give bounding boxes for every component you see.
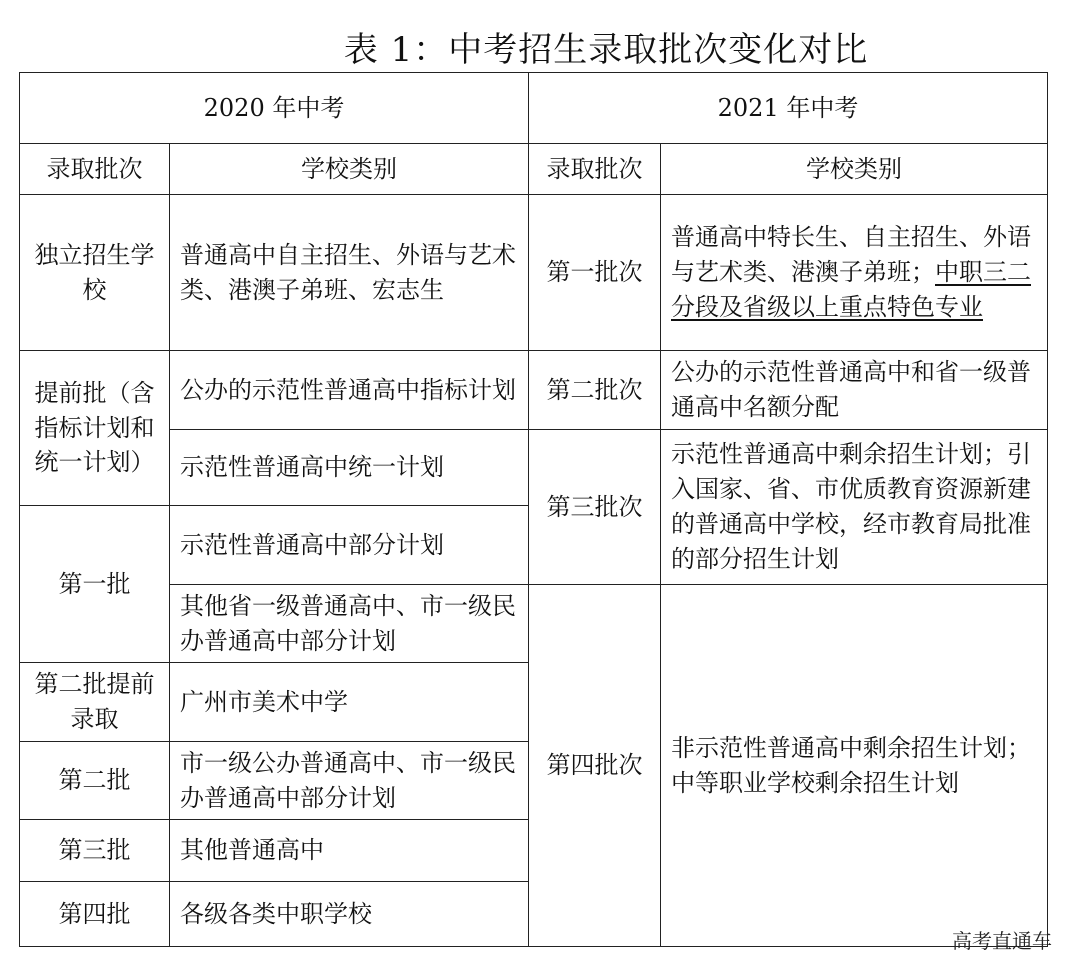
batch-2020-first: 第一批 [20,506,170,663]
table-title: 表 1：中考招生录取批次变化对比 [343,30,869,70]
school-2020-first-a: 示范性普通高中部分计划 [170,506,529,585]
col-header-school-2020: 学校类别 [170,144,529,195]
table-row [20,144,1048,195]
batch-2021-fourth: 第四批次 [529,585,661,947]
school-2020-fourth: 各级各类中职学校 [170,882,529,947]
watermark-text: 高考直通车 [952,929,1052,953]
table-row [20,195,1048,351]
school-2020-third: 其他普通高中 [170,820,529,882]
school-2020-second: 市一级公办普通高中、市一级民办普通高中部分计划 [170,742,529,820]
school-2020-second-early: 广州市美术中学 [170,663,529,742]
table-row [20,430,1048,506]
school-2021-third: 示范性普通高中剩余招生计划；引入国家、省、市优质教育资源新建的普通高中学校，经市教育局批准的部分招生计划 [661,430,1048,585]
school-2020-independent: 普通高中自主招生、外语与艺术类、港澳子弟班、宏志生 [170,195,529,351]
school-2020-advance-unified: 示范性普通高中统一计划 [170,430,529,506]
table-row [20,585,1048,663]
batch-2020-third: 第三批 [20,820,170,882]
school-2020-advance-quota: 公办的示范性普通高中指标计划 [170,351,529,430]
batch-2021-third: 第三批次 [529,430,661,585]
table-row [20,73,1048,144]
school-2021-first-underlined: 中职三二分段及省级以上重点特色专业 [671,258,1031,321]
batch-2020-advance: 提前批（含指标计划和统一计划） [20,351,170,506]
header-2020: 2020 年中考 [20,73,529,144]
batch-2020-second: 第二批 [20,742,170,820]
school-2021-first-text: 普通高中特长生、自主招生、外语与艺术类、港澳子弟班； [671,223,1031,287]
col-header-batch-2020: 录取批次 [20,144,170,195]
batch-2020-second-early: 第二批提前录取 [20,663,170,742]
col-header-batch-2021: 录取批次 [529,144,661,195]
school-2021-second: 公办的示范性普通高中和省一级普通高中名额分配 [661,351,1048,430]
table-row [20,351,1048,430]
batch-2021-first: 第一批次 [529,195,661,351]
batch-2020-fourth: 第四批 [20,882,170,947]
batch-2021-second: 第二批次 [529,351,661,430]
school-2020-first-b: 其他省一级普通高中、市一级民办普通高中部分计划 [170,585,529,663]
comparison-table [19,72,1048,947]
batch-2020-independent: 独立招生学校 [20,195,170,351]
header-2021: 2021 年中考 [529,73,1048,144]
school-2021-fourth: 非示范性普通高中剩余招生计划；中等职业学校剩余招生计划 [661,585,1048,947]
col-header-school-2021: 学校类别 [661,144,1048,195]
school-2021-first [661,195,1048,351]
